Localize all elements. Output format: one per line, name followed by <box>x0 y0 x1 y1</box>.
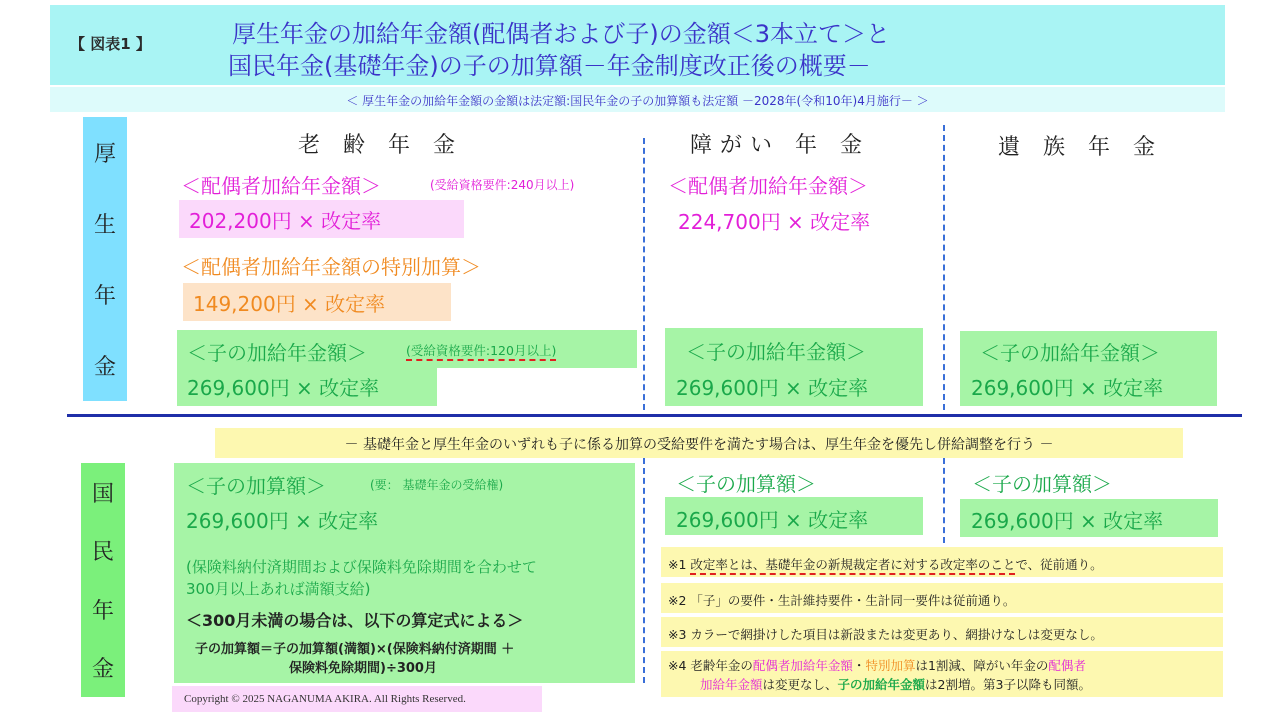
copyright: Copyright © 2025 NAGANUMA AKIRA. All Rights Reserved. <box>172 686 542 712</box>
note-1-prefix: ※1 <box>668 557 691 572</box>
shogai-spouse-amount: 224,700円 × 改定率 <box>678 210 871 234</box>
column-header-shogai: 障がい 年 金 <box>690 133 870 158</box>
column-divider <box>943 458 945 543</box>
kokumin-shogai-child-amount: 269,600円 × 改定率 <box>676 508 869 532</box>
note-4-text: は変更なし、 <box>762 677 838 692</box>
note-1-definition: 改定率とは、基礎年金の新規裁定者に対する改定率のこと <box>690 557 1016 572</box>
title-line-2: 国民年金(基礎年金)の子の加算額－年金制度改正後の概要－ <box>228 52 871 80</box>
side-label-kosei <box>83 117 127 401</box>
shogai-child-label: ＜子の加給年金額＞ <box>686 340 866 364</box>
special-addition-amount: 149,200円 × 改定率 <box>193 292 386 316</box>
note-4-text: ・ <box>852 658 866 673</box>
kokumin-child-amount: 269,600円 × 改定率 <box>186 509 379 533</box>
note-2: ※2 「子」の要件・生計維持要件・生計同一要件は従前通り。 <box>668 593 1016 608</box>
kokumin-child-requirement: (要： 基礎年金の受給権) <box>370 478 504 492</box>
side-char: 生 <box>93 213 116 238</box>
spouse-requirement: (受給資格要件:240月以上) <box>430 178 575 192</box>
izoku-child-label: ＜子の加給年金額＞ <box>980 341 1160 365</box>
shogai-child-amount: 269,600円 × 改定率 <box>676 376 869 400</box>
kokumin-child-label: ＜子の加算額＞ <box>186 474 326 498</box>
formula-line-2: 保険料免除期間)÷300月 <box>289 661 437 676</box>
subtitle: ＜ 厚生年金の加給年金額の金額は法定額:国民年金の子の加算額も法定額 －2028年(令和10年)4月施行－ ＞ <box>346 94 929 108</box>
kokumin-izoku-child-amount: 269,600円 × 改定率 <box>971 509 1164 533</box>
full-condition-line-2: 300月以上あれば満額支給) <box>186 580 371 598</box>
note-4-spouse: 配偶者加給年金額 <box>752 658 853 673</box>
note-4-text: は1割減、障がい年金の <box>915 658 1049 673</box>
column-divider <box>943 125 945 410</box>
child-label: ＜子の加給年金額＞ <box>187 341 367 365</box>
section-divider <box>67 414 1242 417</box>
title-line-1: 厚生年金の加給年金額(配偶者および子)の金額＜3本立て＞と <box>232 20 890 48</box>
side-char: 金 <box>91 657 114 683</box>
side-char: 厚 <box>93 142 116 167</box>
under-300-heading: ＜300月未満の場合は、以下の算定式による＞ <box>186 611 524 630</box>
shogai-spouse-label: ＜配偶者加給年金額＞ <box>668 174 868 198</box>
spouse-label: ＜配偶者加給年金額＞ <box>181 174 381 198</box>
note-4-spouse: 加給年金額 <box>700 677 763 692</box>
middle-note: － 基礎年金と厚生年金のいずれも子に係る加算の受給要件を満たす場合は、厚生年金を優先し併給調整を行う － <box>344 437 1054 453</box>
kokumin-izoku-child-label: ＜子の加算額＞ <box>972 472 1112 496</box>
kokumin-shogai-child-label: ＜子の加算額＞ <box>676 472 816 496</box>
column-header-izoku: 遺 族 年 金 <box>998 135 1163 160</box>
column-header-rorei: 老 齢 年 金 <box>298 133 463 158</box>
column-divider <box>643 458 645 683</box>
child-requirement: (受給資格要件:120月以上) <box>406 343 557 358</box>
izoku-child-amount: 269,600円 × 改定率 <box>971 376 1164 400</box>
note-4-spouse: 配偶者 <box>1048 658 1086 673</box>
note-3: ※3 カラーで網掛けした項目は新設または変更あり、網掛けなしは変更なし。 <box>668 627 1103 642</box>
side-char: 民 <box>91 540 114 566</box>
note-1-rest: で、従前通り。 <box>1015 557 1103 572</box>
figure-label: 【 図表1 】 <box>70 35 151 53</box>
column-divider <box>643 138 645 410</box>
side-char: 国 <box>91 481 114 507</box>
side-char: 年 <box>93 284 116 309</box>
spouse-amount: 202,200円 × 改定率 <box>189 209 382 233</box>
side-char: 年 <box>91 598 114 624</box>
note-4-text: は2割増。第3子以降も同額。 <box>925 677 1091 692</box>
note-4-child: 子の加給年金額 <box>837 677 926 692</box>
formula-line-1: 子の加算額＝子の加算額(満額)×(保険料納付済期間 ＋ <box>195 642 515 657</box>
note-4-text: ※4 老齢年金の <box>668 658 753 673</box>
side-char: 金 <box>93 355 116 380</box>
child-amount: 269,600円 × 改定率 <box>187 376 380 400</box>
note-4-special: 特別加算 <box>865 658 916 673</box>
special-addition-label: ＜配偶者加給年金額の特別加算＞ <box>181 255 481 279</box>
side-label-kokumin <box>81 463 125 697</box>
full-condition-line-1: (保険料納付済期間および保険料免除期間を合わせて <box>186 558 537 576</box>
note-1 <box>668 555 1103 573</box>
note-4 <box>668 656 1218 694</box>
